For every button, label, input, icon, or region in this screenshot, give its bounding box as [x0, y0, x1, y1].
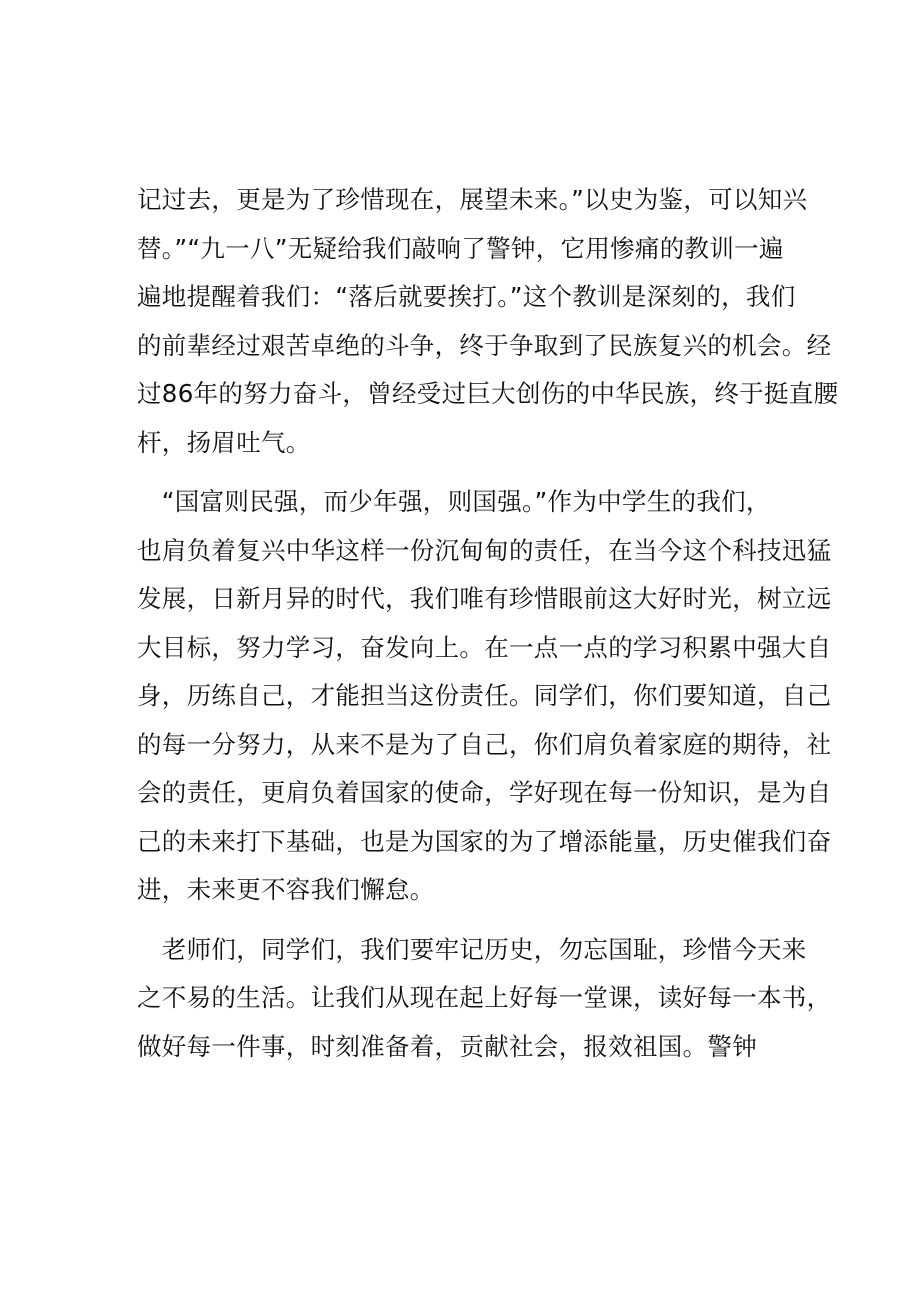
text-line: 发展，日新月异的时代，我们唯有珍惜眼前这大好时光，树立远 [137, 584, 832, 613]
text-line: 身，历练自己，才能担当这份责任。同学们，你们要知道，自己 [137, 681, 832, 710]
paragraph-spacer [137, 467, 787, 478]
paragraph-closing-call [137, 926, 832, 1072]
text-line: 之不易的生活。让我们从现在起上好每一堂课，读好每一本书， [137, 983, 832, 1012]
text-line: “国富则民强，而少年强，则国强。”作为中学生的我们， [137, 487, 771, 516]
text-line: 大目标，努力学习，奋发向上。在一点一点的学习积累中强大自 [137, 632, 832, 662]
document-body [137, 176, 839, 1071]
text-line: 替。”“九一八”无疑给我们敲响了警钟，它用惨痛的教训一遍 [137, 233, 784, 263]
text-line: 的每一分努力，从来不是为了自己，你们肩负着家庭的期待，社 [137, 729, 832, 759]
text-line: 进，未来更不容我们懈怠。 [137, 875, 435, 904]
text-line: 老师们，同学们，我们要牢记历史，勿忘国耻，珍惜今天来 [137, 934, 807, 964]
text-line: 记过去，更是为了珍惜现在，展望未来。”以史为鉴，可以知兴 [137, 185, 808, 214]
text-line: 杆，扬眉吐气。 [137, 427, 311, 457]
text-line: 己的未来打下基础，也是为国家的为了增添能量，历史催我们奋 [137, 826, 832, 856]
text-line: 会的责任，更肩负着国家的使命，学好现在每一份知识，是为自 [137, 778, 832, 807]
text-line: 做好每一件事，时刻准备着，贡献社会，报效祖国。警钟 [137, 1031, 757, 1061]
text-line: 的前辈经过艰苦卓绝的斗争，终于争取到了民族复兴的机会。经 [137, 330, 832, 360]
paragraph-student-responsibility [137, 478, 832, 915]
text-line: 也肩负着复兴中华这样一份沉甸甸的责任，在当今这个科技迅猛 [137, 535, 832, 565]
paragraph-history-lesson [137, 176, 839, 467]
text-line: 过86年的努力奋斗，曾经受过巨大创伤的中华民族，终于挺直腰 [137, 379, 839, 408]
paragraph-spacer [137, 915, 787, 926]
text-line: 遍地提醒着我们：“落后就要挨打。”这个教训是深刻的，我们 [137, 282, 796, 311]
